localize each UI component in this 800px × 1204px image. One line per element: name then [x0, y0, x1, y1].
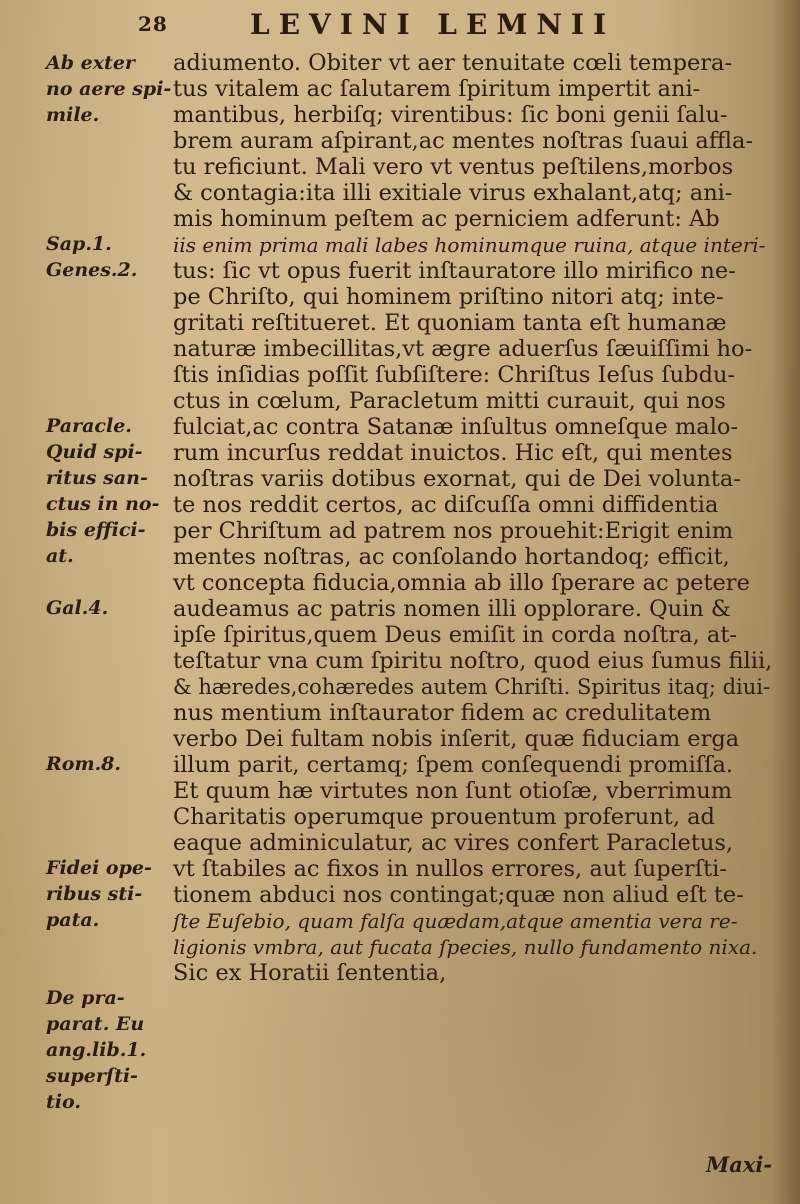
text-line: adiumento. Obiter vt aer tenuitate cœli tempera- — [173, 50, 733, 76]
margin-note: Rom.8. — [46, 753, 122, 775]
text-line: ligionis vmbra, aut fucata ſpecies, nullo fundamento nixa. — [173, 935, 758, 959]
margin-note: Gal.4. — [46, 597, 109, 619]
running-head: LEVINI LEMNII — [250, 8, 616, 41]
text-line: rum incurſus reddat inuictos. Hic eſt, qui mentes — [173, 440, 733, 466]
text-line: mis hominum peſtem ac perniciem adferunt: Ab — [173, 206, 720, 232]
text-line: vt concepta fiducia,omnia ab illo ſperare ac petere — [173, 570, 750, 596]
text-line: mentes noſtras, ac conſolando hortandoq; efficit, — [173, 544, 730, 570]
text-line: Sic ex Horatii ſententia, — [173, 960, 447, 986]
text-line: gritati reſtitueret. Et quoniam tanta eſt humanæ — [173, 310, 727, 336]
text-line: ſtis inſidias poſſit ſubſiſtere: Chriſtus Ieſus ſubdu- — [173, 362, 736, 388]
margin-note: Fidei ope- — [46, 857, 152, 879]
margin-note: superſti- — [46, 1065, 138, 1087]
margin-note: Paracle. — [46, 415, 132, 437]
text-line: tus: ſic vt opus fuerit inſtauratore illo mirifico ne- — [173, 258, 736, 284]
margin-note: Quid spi- — [46, 441, 143, 463]
text-line: vt ſtabiles ac fixos in nullos errores, aut ſuperſti- — [173, 856, 727, 882]
text-line: & hæredes,cohæredes autem Chriſti. Spiritus itaq; diui- — [173, 675, 771, 699]
text-line: iis enim prima mali labes hominumque ruina, atque interi- — [173, 233, 766, 257]
margin-note: mile. — [46, 104, 100, 126]
margin-note: parat. Eu — [46, 1013, 145, 1035]
text-line: tu reficiunt. Mali vero vt ventus peſtilens,morbos — [173, 154, 734, 180]
text-line: nus mentium inſtaurator fidem ac credulitatem — [173, 700, 712, 726]
text-line: eaque adminiculatur, ac vires confert Paracletus, — [173, 830, 734, 856]
text-line: Et quum hæ virtutes non ſunt otioſæ, vberrimum — [173, 778, 733, 804]
text-line: illum parit, certamq; ſpem conſequendi promiſſa. — [173, 752, 734, 778]
text-line: te nos reddit certos, ac diſcuſſa omni diffidentia — [173, 492, 719, 518]
text-line: verbo Dei fultam nobis inſerit, quæ fiduciam erga — [173, 726, 740, 752]
text-line: ipſe ſpiritus,quem Deus emiſit in corda noſtra, at- — [173, 622, 737, 648]
text-line: brem auram aſpirant,ac mentes noſtras ſuaui affla- — [173, 128, 754, 154]
margin-note: ritus san- — [46, 467, 148, 489]
text-line: audeamus ac patris nomen illi opplorare. Quin & — [173, 596, 731, 622]
text-line: ſte Euſebio, quam falſa quædam,atque amentia vera re- — [173, 909, 738, 933]
text-line: tus vitalem ac ſalutarem ſpiritum impertit ani- — [173, 76, 701, 102]
text-line: noſtras variis dotibus exornat, qui de Dei volunta- — [173, 466, 741, 492]
margin-note: ang.lib.1. — [46, 1039, 147, 1061]
text-line: mantibus, herbiſq; virentibus: ſic boni genii ſalu- — [173, 102, 728, 128]
text-line: tionem abduci nos contingat;quæ non aliud eſt te- — [173, 882, 744, 908]
margin-note: tio. — [46, 1091, 81, 1113]
margin-note: no aere spi- — [46, 78, 172, 100]
page-header — [0, 4, 800, 40]
margin-note: ribus sti- — [46, 883, 143, 905]
text-line: fulciat,ac contra Satanæ inſultus omneſque malo- — [173, 414, 739, 440]
margin-note: Ab exter — [46, 52, 135, 74]
text-line: teſtatur vna cum ſpiritu noſtro, quod eius ſumus filii, — [173, 648, 773, 674]
margin-note: at. — [46, 545, 74, 567]
margin-note: Genes.2. — [46, 259, 138, 281]
page-number: 28 — [138, 12, 168, 36]
margin-note: pata. — [46, 909, 100, 931]
text-line: per Chriſtum ad patrem nos prouehit:Erigit enim — [173, 518, 734, 544]
page-gutter-shadow — [772, 0, 800, 1204]
catchword: Maxi- — [706, 1152, 773, 1177]
text-line: naturæ imbecillitas,vt ægre aduerſus ſæuiſſimi ho- — [173, 336, 753, 362]
text-line: Charitatis operumque prouentum proferunt, ad — [173, 804, 715, 830]
text-line: ctus in cœlum, Paracletum mitti curauit, qui nos — [173, 388, 726, 414]
margin-note: Sap.1. — [46, 233, 112, 255]
margin-note: bis effici- — [46, 519, 146, 541]
text-line: & contagia:ita illi exitiale virus exhalant,atq; ani- — [173, 180, 733, 206]
text-line: pe Chriſto, qui hominem priſtino nitori atq; inte- — [173, 284, 724, 310]
margin-note: De pra- — [46, 987, 125, 1009]
margin-note: ctus in no- — [46, 493, 160, 515]
